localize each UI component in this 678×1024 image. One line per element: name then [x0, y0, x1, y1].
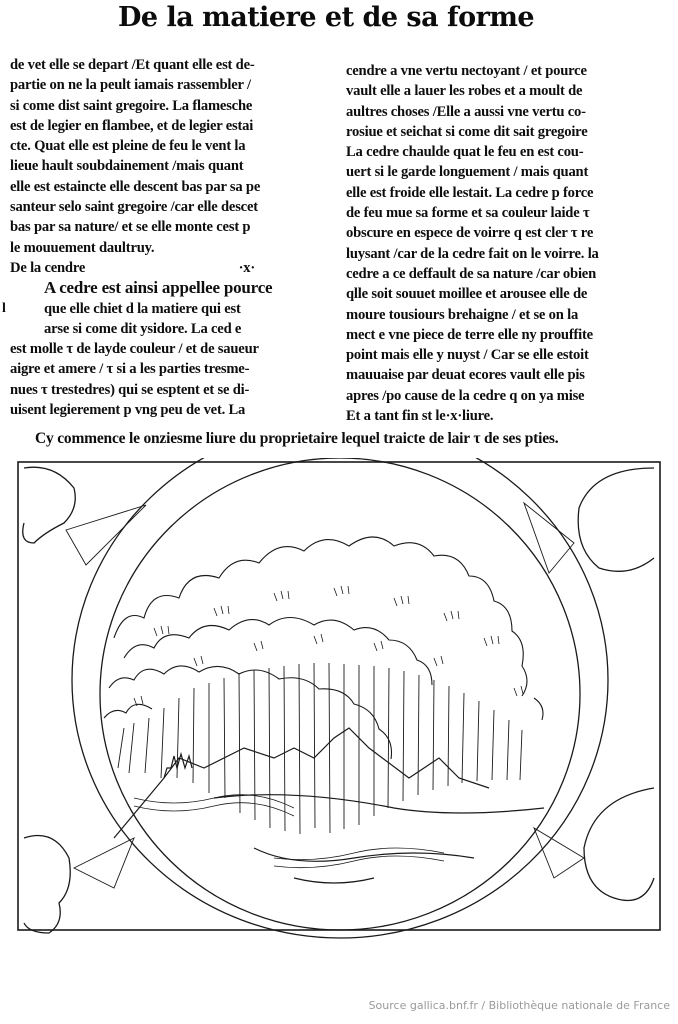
text-line: bas par sa nature/ et se elle monte cest p — [10, 219, 251, 236]
clouds-icon — [104, 537, 543, 759]
text-line: santeur selo saint gregoire /car elle descet — [10, 199, 258, 216]
text-column-right — [346, 61, 658, 426]
text-line: le mouuement daultruy. — [10, 239, 155, 256]
section-heading-row — [10, 258, 255, 278]
text-line: si come dist saint gregoire. La flamesche — [10, 97, 253, 114]
text-line: lieue hault soubdainement /mais quant — [10, 158, 244, 175]
source-attribution: Source gallica.bnf.fr / Bibliothèque nationale de France — [368, 999, 670, 1012]
text-line: aigre et amere / τ si a les parties tresme- — [10, 361, 250, 378]
text-line: elle est estaincte elle descent bas par sa pe — [10, 178, 261, 195]
text-line: uert si le garde longuement / mais quant — [346, 164, 589, 181]
wind-head-bottom-left-icon — [24, 836, 134, 934]
page-title: De la matiere et de sa forme — [118, 2, 535, 33]
section-heading: De la cendre — [10, 259, 86, 276]
text-column-left — [2, 55, 322, 420]
text-line: rosiue et seichat si come dit sait gregoire — [346, 123, 588, 140]
text-line: arse si come dit ysidore. La ced e — [44, 320, 242, 337]
text-line: est de legier en flambee, et de legier estai — [10, 117, 254, 134]
text-line: qlle soit souuet moillee et arousee elle de — [346, 286, 588, 303]
woodcut-illustration — [14, 458, 664, 948]
text-line: nues τ trestedres) qui se esptent et se di- — [10, 381, 250, 398]
text-line: La cedre chaulde quat le feu en est cou- — [346, 144, 584, 161]
text-line: obscure en espece de voirre q est cler τ re — [346, 225, 594, 242]
text-line: uisent legierement p vng peu de vet. La — [10, 402, 246, 419]
text-line: vault elle a lauer les robes et a moult de — [346, 83, 583, 100]
text-line: apres /po cause de la cedre q on ya mise — [346, 387, 585, 404]
landscape-icon — [114, 728, 544, 883]
text-line: est molle τ de layde couleur / et de saueur — [10, 341, 259, 358]
wind-head-top-left-icon — [23, 467, 146, 565]
text-line: cte. Quat elle est pleine de feu le vent la — [10, 138, 246, 155]
text-line: de vet elle se depart /Et quant elle est de- — [10, 57, 255, 73]
text-line: luysant /car de la cedre fait on le voirre. la — [346, 245, 599, 262]
text-line: aultres choses /Elle a aussi vne vertu co- — [346, 103, 586, 120]
text-line: cendre a vne vertu nectoyant / et pource — [346, 63, 587, 79]
text-line: Et a tant fin st le·x·liure. — [346, 408, 494, 425]
margin-mark: l — [2, 300, 6, 316]
text-line: elle est froide elle lestait. La cedre p force — [346, 184, 594, 201]
text-line-dropcap: A cedre est ainsi appellee pource — [44, 278, 273, 298]
text-line-content: que elle chiet d la matiere qui est — [44, 300, 241, 317]
text-line: point mais elle y nuyst / Car se elle estoit — [346, 347, 589, 364]
sphere-ring-icon — [72, 458, 608, 938]
text-line — [2, 299, 322, 319]
wind-head-top-right-icon — [524, 468, 654, 573]
text-line: partie on ne la peult iamais rassembler / — [10, 77, 251, 94]
section-number: ·x· — [238, 259, 255, 276]
text-line: mect e vne piece de terre elle ny prouffite — [346, 326, 593, 343]
text-line: cedre a ce deffault de sa nature /car obien — [346, 265, 596, 282]
text-line: de feu mue sa forme et sa couleur laide τ — [346, 205, 590, 222]
book-incipit: Cy commence le onziesme liure du proprietaire lequel traicte de lair τ de ses pties. — [35, 430, 559, 447]
text-line: mauuaise par deuat ecores vault elle pis — [346, 367, 585, 384]
text-line: moure tousiours brehaigne / et se on la — [346, 306, 579, 323]
